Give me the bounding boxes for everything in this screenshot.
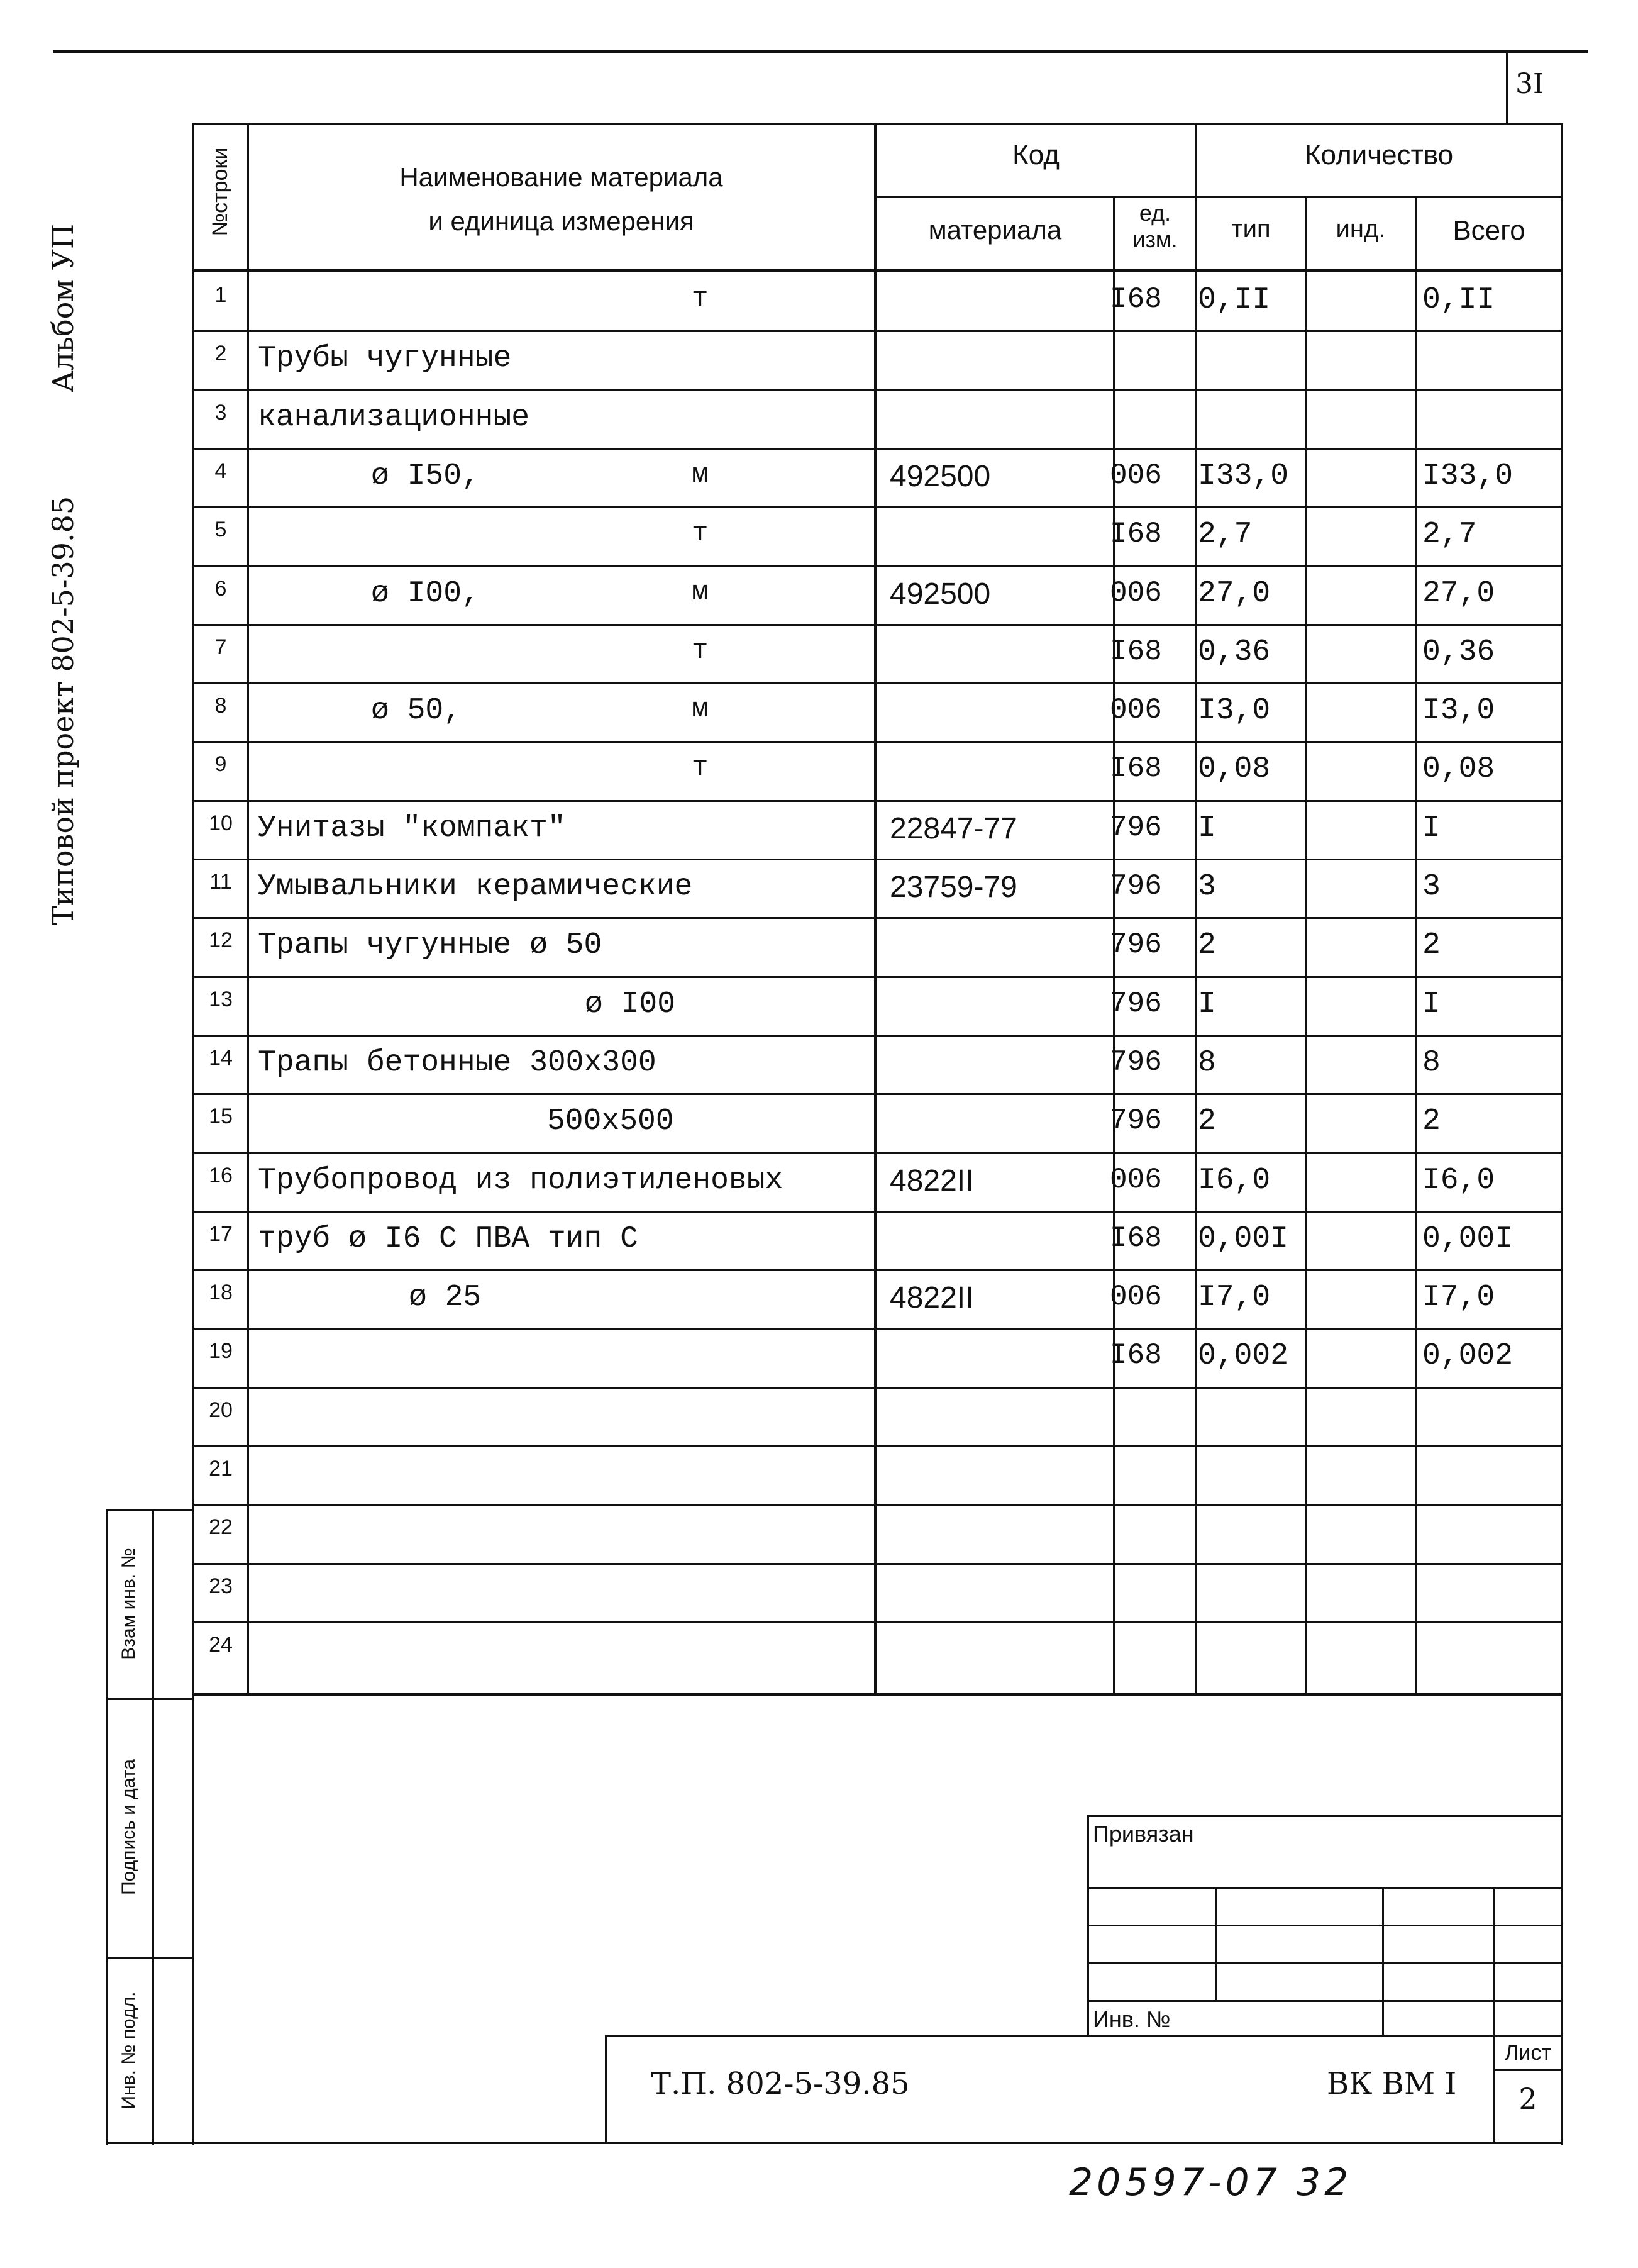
row-qty-total: 0,00I — [1422, 1222, 1513, 1256]
row-number: 18 — [209, 1281, 233, 1304]
row-qty-type: 0,II — [1198, 283, 1271, 317]
doc-code: Т.П. 802-5-39.85 — [651, 2066, 910, 2101]
row-number: 23 — [209, 1574, 233, 1598]
row-qty-total: 2 — [1422, 1104, 1441, 1138]
row-qty-type: 0,00I — [1198, 1222, 1289, 1256]
row-name: Трубы чугунные — [258, 342, 512, 375]
row-number: 9 — [214, 752, 227, 776]
row-qty-type: 8 — [1198, 1046, 1216, 1080]
row-material-code: 23759-79 — [890, 870, 1017, 904]
row-material-code: 492500 — [890, 577, 991, 611]
row-number: 13 — [209, 987, 233, 1011]
row-qty-total: 0,II — [1422, 283, 1495, 317]
row-qty-type: I — [1198, 987, 1216, 1021]
privyazan-label: Привязан — [1093, 1821, 1194, 1847]
header-code: Код — [1012, 140, 1060, 170]
row-qty-total: I7,0 — [1422, 1281, 1495, 1315]
row-qty-total: 8 — [1422, 1046, 1441, 1080]
row-name: Трапы чугунные ø 50 — [258, 928, 602, 962]
stamp-label-inv: Инв. № подл. — [118, 1991, 139, 2110]
project-label: Типовой проект 802-5-39.85 — [46, 496, 80, 926]
row-unit-code: I68 — [1110, 518, 1162, 550]
row-number: 17 — [209, 1222, 233, 1246]
row-qty-type: 27,0 — [1198, 577, 1271, 611]
row-material-code: 492500 — [890, 460, 991, 493]
row-qty-total: I — [1422, 811, 1441, 845]
row-name: Трубопровод из полиэтиленовых — [258, 1164, 783, 1198]
row-name: ø 25 — [409, 1281, 482, 1315]
row-number: 4 — [214, 459, 227, 483]
row-qty-type: I33,0 — [1198, 459, 1289, 493]
row-qty-type: 2,7 — [1198, 518, 1253, 552]
footer-handwritten-number: 20597-07 32 — [1069, 2160, 1353, 2204]
row-number: 2 — [214, 342, 227, 365]
row-name: Умывальники керамические — [258, 870, 693, 904]
row-qty-type: 0,36 — [1198, 635, 1271, 669]
row-qty-total: 0,002 — [1422, 1339, 1513, 1373]
row-number: 22 — [209, 1515, 233, 1539]
row-unit-code: 796 — [1110, 928, 1162, 961]
row-number: 14 — [209, 1046, 233, 1070]
row-name: труб ø I6 С ПВА тип С — [258, 1222, 638, 1256]
row-qty-type: I — [1198, 811, 1216, 845]
row-qty-total: 2,7 — [1422, 518, 1477, 552]
row-material-code: 22847-77 — [890, 812, 1017, 845]
header-qty-type: тип — [1231, 215, 1271, 243]
row-unit-code: 796 — [1110, 1046, 1162, 1079]
row-name: 500x500 — [547, 1104, 674, 1138]
row-name: ø I00, — [371, 577, 480, 611]
row-number: 10 — [209, 811, 233, 835]
header-qty-total: Всего — [1453, 215, 1525, 246]
row-number: 12 — [209, 928, 233, 952]
row-number: 7 — [214, 635, 227, 659]
row-unit-code: 796 — [1110, 811, 1162, 844]
row-unit-code: I68 — [1110, 1222, 1162, 1255]
row-qty-total: 0,36 — [1422, 635, 1495, 669]
row-unit-code: I68 — [1110, 283, 1162, 316]
row-qty-total: I33,0 — [1422, 459, 1513, 493]
row-name: ø 50, — [371, 694, 462, 728]
row-unit-code: 006 — [1110, 694, 1162, 726]
inv-no-label: Инв. № — [1093, 2006, 1171, 2032]
row-qty-type: I7,0 — [1198, 1281, 1271, 1315]
row-qty-type: I6,0 — [1198, 1164, 1271, 1198]
row-name: канализационные — [258, 401, 530, 435]
row-qty-type: 2 — [1198, 1104, 1216, 1138]
header-name-line2: и единица измерения — [428, 206, 694, 236]
row-unit: м — [692, 459, 709, 491]
row-unit-code: 006 — [1110, 1164, 1162, 1196]
album-label: Альбом УП — [46, 223, 80, 393]
doc-mark: ВК ВМ I — [1327, 2066, 1457, 2101]
row-unit: т — [692, 518, 709, 549]
header-quantity: Количество — [1304, 140, 1454, 170]
row-qty-type: 0,002 — [1198, 1339, 1289, 1373]
row-unit: т — [692, 283, 709, 314]
row-qty-total: I — [1422, 987, 1441, 1021]
row-qty-total: 2 — [1422, 928, 1441, 962]
row-qty-total: I3,0 — [1422, 694, 1495, 728]
row-qty-type: 2 — [1198, 928, 1216, 962]
sheet-number: 2 — [1519, 2082, 1537, 2116]
row-number: 11 — [209, 870, 232, 894]
row-qty-type: 0,08 — [1198, 752, 1271, 786]
sheet-label: Лист — [1505, 2041, 1551, 2065]
row-number: 20 — [209, 1398, 233, 1422]
header-code-unit: ед. изм. — [1132, 200, 1178, 252]
row-unit-code: 796 — [1110, 870, 1162, 903]
row-number: 6 — [214, 577, 227, 601]
row-unit: м — [692, 577, 709, 608]
row-name: ø I50, — [371, 459, 480, 493]
header-code-material: материала — [928, 215, 1062, 245]
row-unit-code: I68 — [1110, 752, 1162, 785]
row-qty-total: I6,0 — [1422, 1164, 1495, 1198]
row-unit: т — [692, 635, 709, 667]
row-material-code: 4822II — [890, 1164, 974, 1198]
stamp-label-podpis: Подпись и дата — [118, 1759, 139, 1895]
row-name: Унитазы "компакт" — [258, 811, 566, 845]
row-qty-type: 3 — [1198, 870, 1216, 904]
row-qty-total: 27,0 — [1422, 577, 1495, 611]
page-number: 3I — [1515, 68, 1544, 100]
row-number: 8 — [214, 694, 227, 718]
row-unit-code: 006 — [1110, 577, 1162, 609]
row-qty-total: 0,08 — [1422, 752, 1495, 786]
top-rule — [53, 50, 1588, 53]
header-qty-ind: инд. — [1336, 215, 1386, 243]
row-unit: т — [692, 752, 709, 784]
header-row-no: №строки — [208, 147, 232, 236]
row-number: 19 — [209, 1339, 233, 1363]
row-unit-code: I68 — [1110, 635, 1162, 668]
row-number: 21 — [209, 1457, 233, 1481]
row-unit-code: 796 — [1110, 987, 1162, 1020]
row-number: 16 — [209, 1164, 233, 1187]
row-qty-type: I3,0 — [1198, 694, 1271, 728]
page-number-divider — [1506, 50, 1508, 123]
row-number: 15 — [209, 1104, 233, 1128]
row-material-code: 4822II — [890, 1281, 974, 1315]
row-name: ø I00 — [585, 987, 676, 1021]
row-number: 1 — [214, 283, 227, 307]
row-number: 3 — [214, 401, 227, 425]
row-qty-total: 3 — [1422, 870, 1441, 904]
row-unit-code: 796 — [1110, 1104, 1162, 1137]
row-number: 24 — [209, 1633, 233, 1657]
stamp-label-vzam: Взам инв. № — [118, 1548, 139, 1660]
row-unit-code: 006 — [1110, 459, 1162, 492]
row-unit: м — [692, 694, 709, 725]
header-name-line1: Наименование материала — [399, 162, 723, 192]
row-name: Трапы бетонные 300x300 — [258, 1046, 656, 1080]
row-number: 5 — [214, 518, 227, 542]
row-unit-code: I68 — [1110, 1339, 1162, 1372]
row-unit-code: 006 — [1110, 1281, 1162, 1313]
